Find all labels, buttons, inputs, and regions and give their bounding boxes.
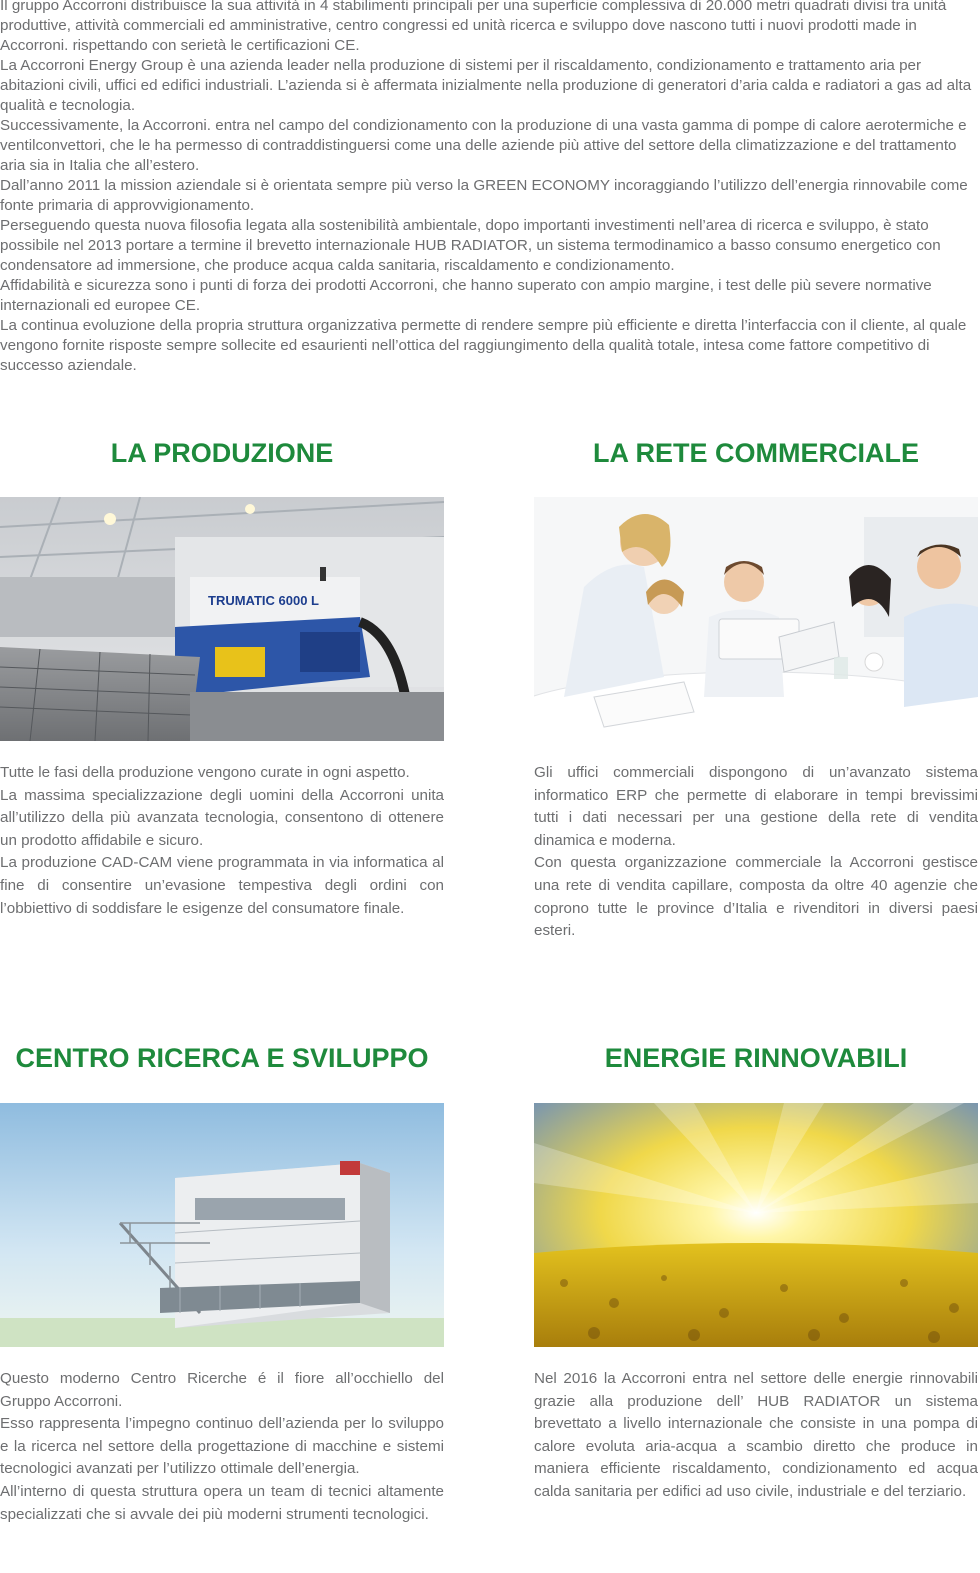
rete-paragraph: Con questa organizzazione commerciale la Accorroni gestisce una rete di vendita capillare, composta da oltre 40 agenzie che coprono tutte le province d’Italia e rivenditori in diversi paesi esteri. [534, 854, 978, 940]
rete-paragraph: Gli uffici commerciali dispongono di un’avanzato sistema informatico ERP che permette di elaborare in tempi brevissimi tutti i dati necessari per una gestione della rete di vendita dinamica e moderna. [534, 764, 978, 849]
machine-label: TRUMATIC 6000 L [208, 593, 319, 608]
intro-paragraph: Successivamente, la Accorroni. entra nel campo del condizionamento con la produzione di una vasta gamma di pompe di calore aerotermiche e ventilconvettori, che le ha permesso di contraddistinguersi come una delle aziende più attive del settore della climatizzazione e del trattamento aria sia in Italia che all’estero. [0, 117, 967, 174]
ricerca-paragraph: All’interno di questa struttura opera un team di tecnici altamente specializzati che si avvale dei più moderni strumenti tecnologici. [0, 1482, 444, 1523]
produzione-paragraph: La produzione CAD-CAM viene programmata in via informatica al fine di consentire un’evasione tempestiva degli ordini con l’obbiettivo di soddisfare le esigenze del consumatore finale. [0, 854, 444, 917]
ricerca-text [0, 1368, 444, 1526]
intro-text [0, 0, 978, 376]
energie-text [534, 1368, 978, 1504]
produzione-text [0, 762, 444, 920]
intro-paragraph: Dall’anno 2011 la mission aziendale si è orientata sempre più verso la GREEN ECONOMY incoraggiando l’utilizzo dell’energia rinnovabile come fonte primaria di approvvigionamento. [0, 177, 968, 214]
intro-paragraph: La Accorroni Energy Group è una azienda leader nella produzione di sistemi per il riscaldamento, condizionamento e trattamento aria per abitazioni civili, uffici ed edifici industriali. L’azienda si è affermata inizialmente nella produzione di generatori d’aria calda e radiatori a gas ad alta qualità e tecnologia. [0, 57, 972, 114]
sales-team-photo [534, 497, 978, 741]
production-machine-photo [0, 497, 444, 741]
ricerca-paragraph: Questo moderno Centro Ricerche é il fiore all’occhiello del Gruppo Accorroni. [0, 1370, 444, 1410]
energie-paragraph: Nel 2016 la Accorroni entra nel settore delle energie rinnovabili grazie alla produzione dell’ HUB RADIATOR un sistema brevettato a livello internazionale che consiste in una pompa di calore evoluta aria-acqua a scambio diretto che produce in maniera efficiente riscaldamento, condizionamento ed acqua calda sanitaria per edifici ad uso civile, industriale e del terziario. [534, 1370, 978, 1500]
intro-paragraph: Il gruppo Accorroni distribuisce la sua attività in 4 stabilimenti principali per una superficie complessiva di 20.000 metri quadrati divisi tra unità produttive, attività commerciali ed amministrative, centro congressi ed unità ricerca e sviluppo dove nascono tutti i nuovi prodotti made in Accorroni. rispettando con serietà le certificazioni CE. [0, 0, 947, 54]
produzione-paragraph: Tutte le fasi della produzione vengono curate in ogni aspetto. [0, 764, 410, 781]
research-center-photo [0, 1103, 444, 1347]
ricerca-paragraph: Esso rappresenta l’impegno continuo dell’azienda per lo sviluppo e la ricerca nel settore della progettazione di macchine e sistemi tecnologici avanzati per l’utilizzo ottimale dell’energia. [0, 1415, 444, 1478]
heading-la-rete-commerciale: LA RETE COMMERCIALE [593, 438, 919, 468]
heading-la-produzione: LA PRODUZIONE [110, 438, 334, 468]
rete-text [534, 762, 978, 943]
heading-centro-ricerca: CENTRO RICERCA E SVILUPPO [15, 1043, 429, 1073]
sunflower-field-photo [534, 1103, 978, 1347]
produzione-paragraph: La massima specializzazione degli uomini della Accorroni unita all’utilizzo della più avanzata tecnologia, consentono di ottenere un prodotto affidabile e sicuro. [0, 786, 444, 849]
intro-paragraph: Affidabilità e sicurezza sono i punti di forza dei prodotti Accorroni, che hanno superato con ampio margine, i test delle più severe normative internazionali ed europee CE. [0, 277, 932, 314]
intro-paragraph: La continua evoluzione della propria struttura organizzativa permette di rendere sempre più efficiente e diretta l’interfaccia con il cliente, al quale vengono fornite risposte sempre sollecite ed esaurienti nell’ottica del raggiungimento della qualità totale, intesa come fattore competitivo di successo aziendale. [0, 317, 967, 374]
heading-energie-rinnovabili: ENERGIE RINNOVABILI [604, 1043, 908, 1073]
intro-paragraph: Perseguendo questa nuova filosofia legata alla sostenibilità ambientale, dopo importanti investimenti nell’area di ricerca e sviluppo, è stato possibile nel 2013 portare a termine il brevetto internazionale HUB RADIATOR, un sistema termodinamico a basso consumo energetico con condensatore ad immersione, che produce acqua calda sanitaria, riscaldamento e condizionamento. [0, 217, 941, 274]
